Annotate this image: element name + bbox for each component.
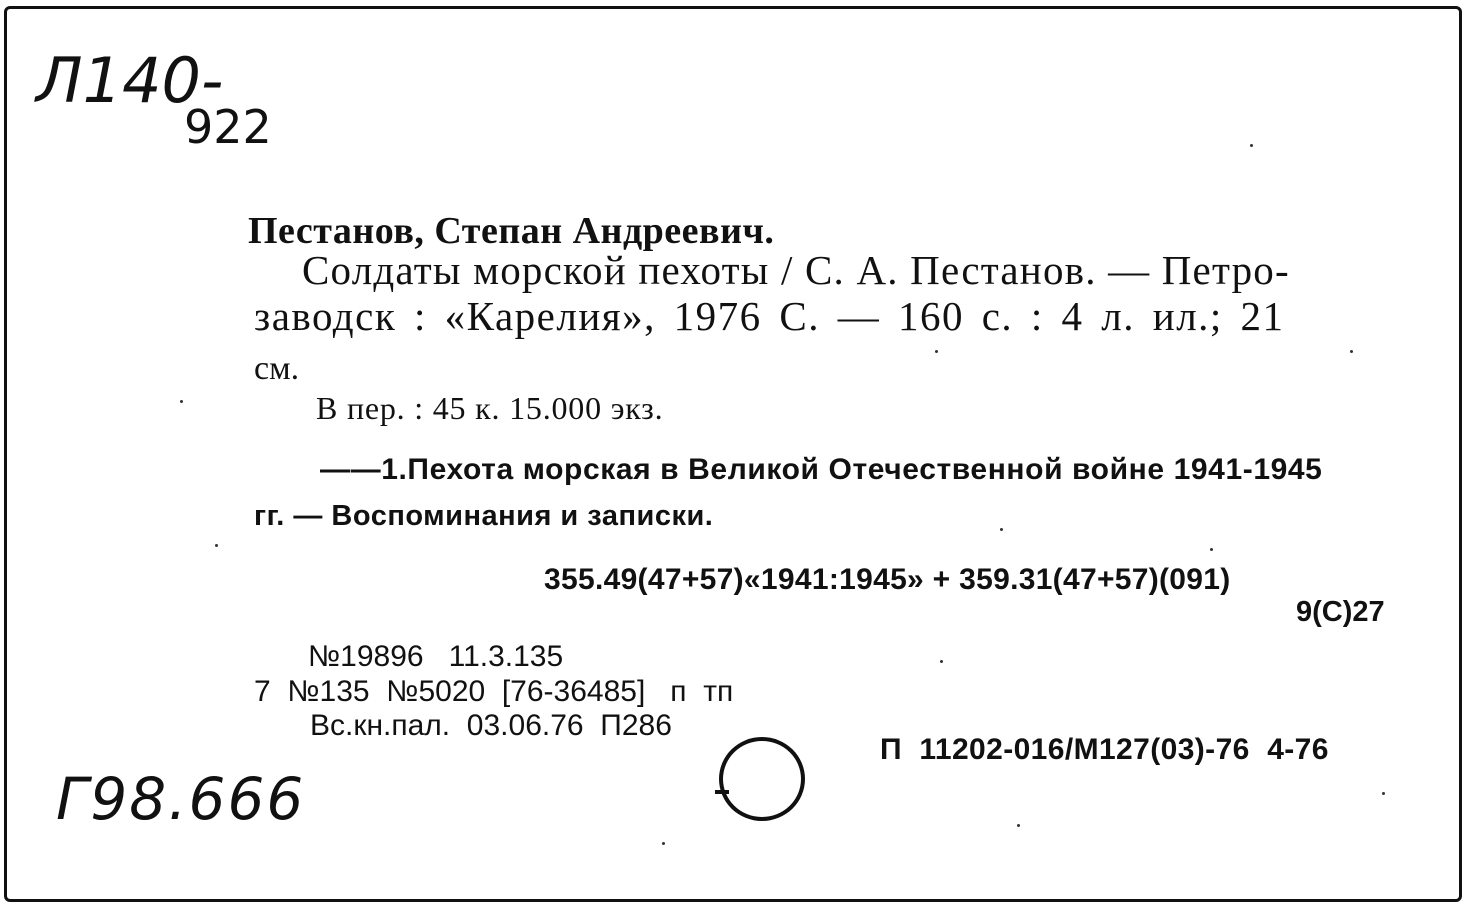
title-line-1: Солдаты морской пехоты / С. А. Пестанов. — Петро-	[302, 247, 1290, 293]
speck	[935, 350, 938, 353]
title-line-2: заводск : «Карелия», 1976 С. — 160 с. : 4 л. ил.; 21	[254, 293, 1285, 339]
ref-line-3: Вс.кн.пал. 03.06.76 П286	[310, 709, 672, 742]
speck	[1017, 824, 1020, 827]
speck	[1210, 548, 1213, 551]
subject-line-2: гг. — Воспоминания и записки.	[254, 500, 714, 532]
speck	[940, 660, 943, 663]
class-code: 9(С)27	[1296, 596, 1385, 628]
handwritten-inventory-number: Г98.666	[56, 765, 306, 833]
title-line-3: см.	[254, 350, 300, 387]
speck	[1000, 528, 1003, 531]
speck	[180, 400, 183, 403]
handwritten-shelfmark: Л140-	[36, 44, 224, 117]
speck	[662, 842, 665, 845]
ref-line-1: №19896 11.3.135	[308, 640, 564, 673]
speck	[1382, 792, 1385, 795]
handwritten-shelfmark-sub: 922	[184, 100, 272, 154]
price-line: В пер. : 45 к. 15.000 экз.	[316, 390, 664, 426]
speck	[1250, 144, 1253, 147]
speck	[1350, 350, 1353, 353]
publisher-code: П 11202-016/М127(03)-76 4-76	[880, 733, 1329, 766]
circle-stamp	[719, 737, 805, 821]
speck	[215, 544, 218, 547]
classification-code: 355.49(47+57)«1941:1945» + 359.31(47+57)(091)	[544, 563, 1231, 596]
ref-line-2: 7 №135 №5020 [76-36485] п тп	[254, 675, 734, 708]
subject-line-1: ——1.Пехота морская в Великой Отечественной войне 1941-1945	[320, 453, 1323, 486]
author-heading: Пестанов, Степан Андреевич.	[248, 210, 775, 252]
stamp-mark	[715, 790, 729, 794]
